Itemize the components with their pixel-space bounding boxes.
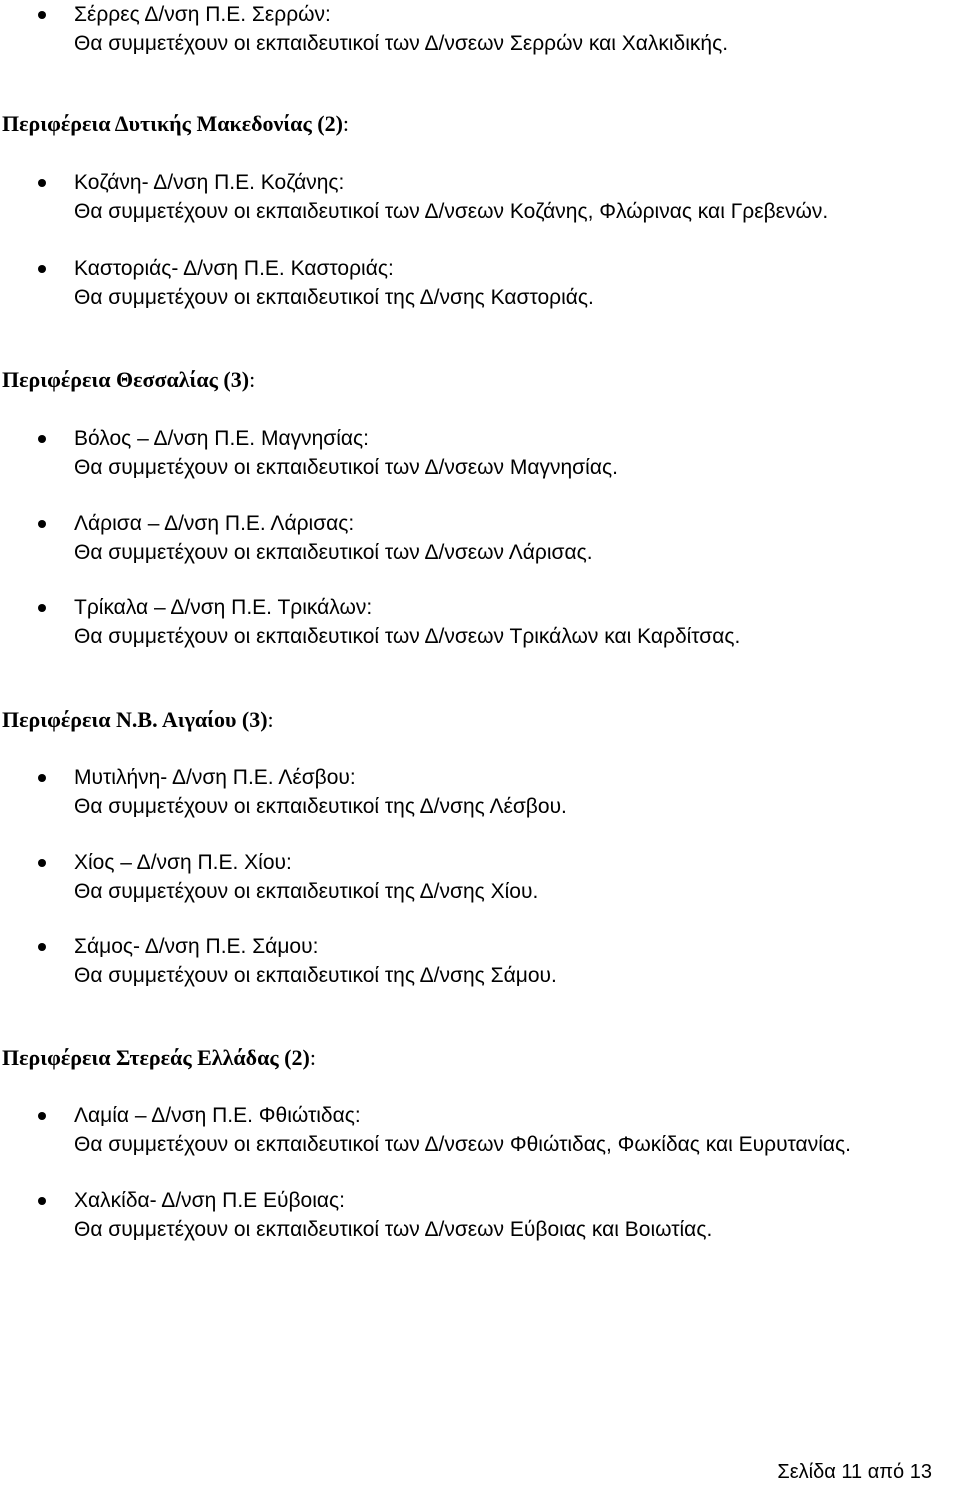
- list-item: [74, 424, 944, 482]
- bullet-icon: [38, 520, 46, 528]
- list-item-text: Θα συμμετέχουν οι εκπαιδευτικοί των Δ/νσεων Φθιώτιδας, Φωκίδας και Ευρυτανίας.: [74, 1133, 851, 1156]
- list-item-title: Χαλκίδα- Δ/νση Π.Ε Εύβοιας:: [74, 1189, 346, 1212]
- list-item-text: Θα συμμετέχουν οι εκπαιδευτικοί των Δ/νσεων Εύβοιας και Βοιωτίας.: [74, 1218, 713, 1241]
- list-item-text: Θα συμμετέχουν οι εκπαιδευτικοί των Δ/νσεων Κοζάνης, Φλώρινας και Γρεβενών.: [74, 200, 829, 223]
- list-item-text: Θα συμμετέχουν οι εκπαιδευτικοί της Δ/νσης Καστοριάς.: [74, 286, 594, 309]
- region-heading-colon: :: [309, 1045, 316, 1070]
- bullet-icon: [38, 435, 46, 443]
- list-item: [74, 593, 944, 651]
- list-item-title: Κοζάνη- Δ/νση Π.Ε. Κοζάνης:: [74, 171, 345, 194]
- bullet-icon: [38, 943, 46, 951]
- list-item-title: Λαμία – Δ/νση Π.Ε. Φθιώτιδας:: [74, 1104, 361, 1127]
- list-item-title: Τρίκαλα – Δ/νση Π.Ε. Τρικάλων:: [74, 596, 373, 619]
- list-item-title: Σέρρες Δ/νση Π.Ε. Σερρών:: [74, 3, 331, 26]
- bullet-icon: [38, 1197, 46, 1205]
- list-item-text: Θα συμμετέχουν οι εκπαιδευτικοί της Δ/νσης Λέσβου.: [74, 795, 567, 818]
- list-item-title: Χίος – Δ/νση Π.Ε. Χίου:: [74, 851, 292, 874]
- region-heading-label: Περιφέρεια Δυτικής Μακεδονίας (2): [2, 111, 343, 136]
- list-item: [74, 932, 944, 990]
- bullet-icon: [38, 859, 46, 867]
- list-item-title: Λάρισα – Δ/νση Π.Ε. Λάρισας:: [74, 512, 355, 535]
- list-item-text: Θα συμμετέχουν οι εκπαιδευτικοί της Δ/νσης Χίου.: [74, 880, 539, 903]
- bullet-icon: [38, 774, 46, 782]
- region-heading: [2, 110, 349, 138]
- list-item: [74, 1186, 944, 1244]
- bullet-icon: [38, 11, 46, 19]
- list-item: [74, 1101, 944, 1159]
- list-item-title: Μυτιλήνη- Δ/νση Π.Ε. Λέσβου:: [74, 766, 356, 789]
- region-heading-colon: :: [267, 707, 274, 732]
- region-heading-colon: :: [342, 111, 350, 136]
- region-heading: [2, 366, 255, 394]
- bullet-icon: [38, 1112, 46, 1120]
- list-item-title: Καστοριάς- Δ/νση Π.Ε. Καστοριάς:: [74, 257, 394, 280]
- region-heading-colon: :: [249, 367, 256, 392]
- list-item-title: Σάμος- Δ/νση Π.Ε. Σάμου:: [74, 935, 319, 958]
- list-item: [74, 848, 944, 906]
- bullet-icon: [38, 265, 46, 273]
- list-item-text: Θα συμμετέχουν οι εκπαιδευτικοί των Δ/νσεων Λάρισας.: [74, 541, 593, 564]
- list-item-title: Βόλος – Δ/νση Π.Ε. Μαγνησίας:: [74, 427, 370, 450]
- region-heading-label: Περιφέρεια Ν.Β. Αιγαίου (3): [2, 707, 268, 732]
- list-item: [74, 509, 944, 567]
- bullet-icon: [38, 604, 46, 612]
- list-item-text: Θα συμμετέχουν οι εκπαιδευτικοί των Δ/νσεων Σερρών και Χαλκιδικής.: [74, 32, 729, 55]
- bullet-icon: [38, 179, 46, 187]
- region-heading: [2, 706, 274, 734]
- region-heading-label: Περιφέρεια Θεσσαλίας (3): [2, 367, 250, 392]
- list-item: [74, 0, 944, 58]
- list-item: [74, 168, 944, 226]
- list-item: [74, 763, 944, 821]
- region-heading: [2, 1044, 316, 1072]
- list-item-text: Θα συμμετέχουν οι εκπαιδευτικοί των Δ/νσεων Τρικάλων και Καρδίτσας.: [74, 625, 741, 648]
- list-item-text: Θα συμμετέχουν οι εκπαιδευτικοί της Δ/νσης Σάμου.: [74, 964, 557, 987]
- list-item: [74, 254, 944, 312]
- page-number: Σελίδα 11 από 13: [777, 1461, 932, 1483]
- region-heading-label: Περιφέρεια Στερεάς Ελλάδας (2): [2, 1045, 310, 1070]
- list-item-text: Θα συμμετέχουν οι εκπαιδευτικοί των Δ/νσεων Μαγνησίας.: [74, 456, 618, 479]
